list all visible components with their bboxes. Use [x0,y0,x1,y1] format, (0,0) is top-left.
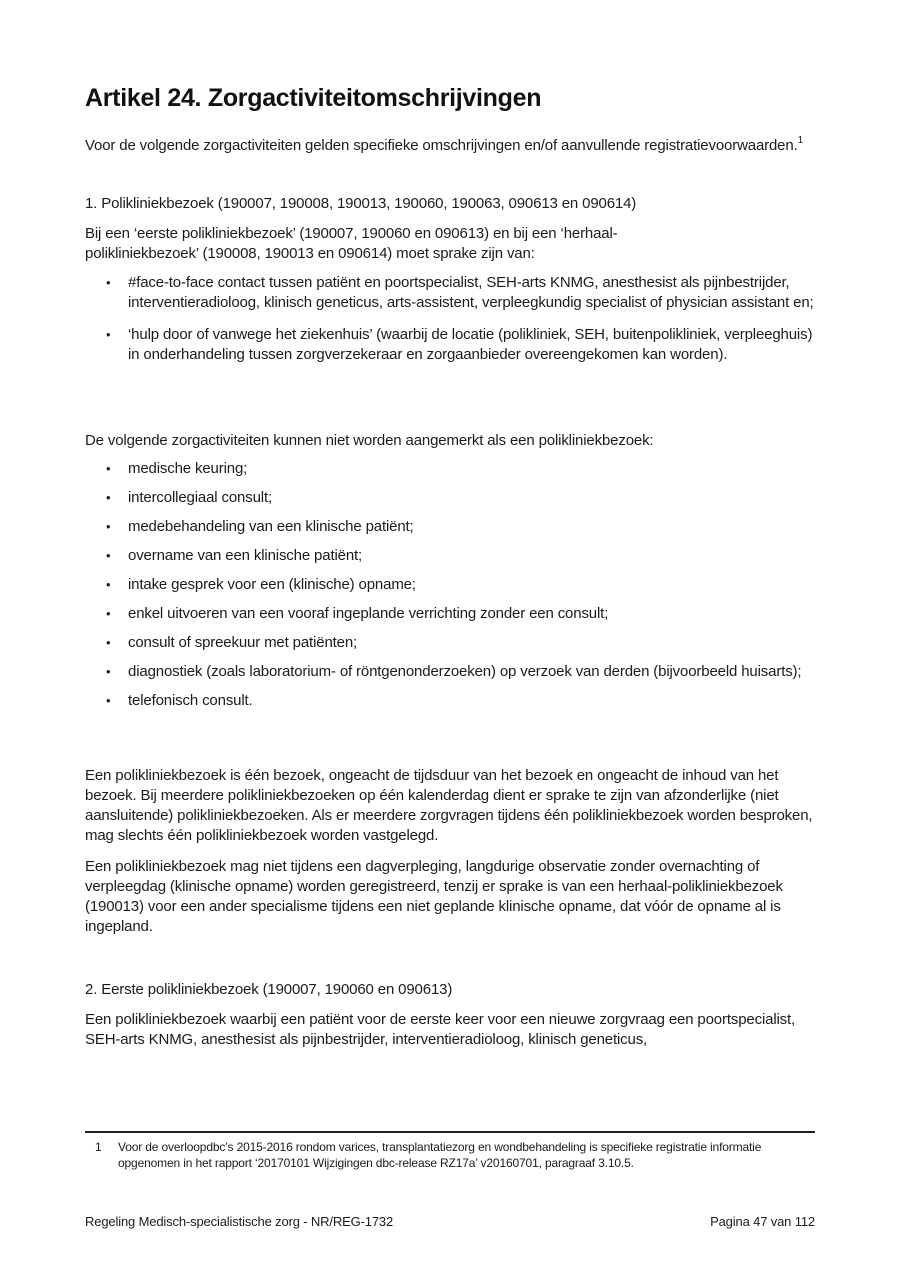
intro-text: Voor de volgende zorgactiviteiten gelden specifieke omschrijvingen en/of aanvullende registratievoorwaarden. [85,137,798,154]
list-item [85,662,815,682]
paragraph: Een polikliniekbezoek is één bezoek, ongeacht de tijdsduur van het bezoek en ongeacht de inhoud van het bezoek. Bij meerdere polikliniekbezoeken op één kalenderdag dient er sprake te zijn van afzonderlijke (niet aansluitende) polikliniekbezoeken. Als er meerdere zorgvragen tijdens één polikliniekbezoek worden besproken, mag slechts één polikliniekbezoek worden vastgelegd. [85,767,813,844]
section-2-heading: 2. Eerste polikliniekbezoek (190007, 190060 en 090613) [85,981,453,998]
list-item-text: intake gesprek voor een (klinische) opname; [128,576,416,593]
footnote-marker: 1 [95,1140,102,1154]
bullet-text: ‘hulp door of vanwege het ziekenhuis’ (waarbij de locatie (polikliniek, SEH, buitenpolikliniek, verpleeghuis) in onderhandeling tussen zorgverzekeraar en zorgaanbieder overeengekomen kan worden). [128,326,813,363]
bullet-item [85,325,815,365]
intro-paragraph [85,136,815,156]
paragraph: Een polikliniekbezoek mag niet tijdens een dagverpleging, langdurige observatie zonder overnachting of verpleegdag (klinische opname) worden geregistreerd, tenzij er sprake is van een herhaal-polikliniekbezoek (190013) voor een ander specialisme tijdens een niet geplande klinische opname, dat vóór de opname al is ingepland. [85,858,783,935]
bullet-icon: • [106,461,111,476]
bullet-icon: • [106,548,111,563]
section-1-heading: 1. Polikliniekbezoek (190007, 190008, 190013, 190060, 190063, 090613 en 090614) [85,195,637,212]
bullet-icon: • [106,327,111,342]
list-item [85,604,815,624]
bullet-icon: • [106,519,111,534]
page-footer [85,1213,815,1230]
list-item-text: telefonisch consult. [128,692,253,709]
footnote [85,1139,815,1171]
bullet-icon: • [106,490,111,505]
section-1-bullet-list [85,273,815,365]
list-item-text: enkel uitvoeren van een vooraf ingeplande verrichting zonder een consult; [128,605,609,622]
bullet-text: #face-to-face contact tussen patiënt en poortspecialist, SEH-arts KNMG, anesthesist als pijnbestrijder, interventieradioloog, klinisch geneticus, arts-assistent, verpleegkundig specialist of physician assistant en; [128,274,814,311]
document-content [85,84,815,1050]
spacer [85,720,815,766]
list-item-text: consult of spreekuur met patiënten; [128,634,358,651]
list-item [85,575,815,595]
list-item [85,633,815,653]
exclusions-lead: De volgende zorgactiviteiten kunnen niet worden aangemerkt als een polikliniekbezoek: [85,432,654,449]
spacer [85,377,815,431]
list-item [85,691,815,711]
bullet-icon: • [106,664,111,679]
spacer [85,948,815,980]
bullet-icon: • [106,693,111,708]
exclusions-list [85,459,815,711]
list-item-text: overname van een klinische patiënt; [128,547,363,564]
section-2-lead: Een polikliniekbezoek waarbij een patiënt voor de eerste keer voor een nieuwe zorgvraag een poortspecialist, SEH-arts KNMG, anesthesist als pijnbestrijder, interventieradioloog, klinisch geneticus, [85,1011,796,1048]
list-item [85,488,815,508]
footnote-text: Voor de overloopdbc’s 2015-2016 rondom varices, transplantatiezorg en wondbehandeling is specifieke registratie informatie opgenomen in het rapport ‘20170101 Wijzigingen dbc-release RZ17a’ v20160701, paragraaf 3.10.5. [118,1140,762,1170]
document-reference: Regeling Medisch-specialistische zorg - NR/REG-1732 [85,1214,394,1229]
article-title: Artikel 24. Zorgactiviteitomschrijvingen [85,84,542,112]
list-item-text: medische keuring; [128,460,248,477]
bullet-item [85,273,815,313]
bullet-icon: • [106,275,111,290]
list-item [85,546,815,566]
footnote-area [85,1131,815,1171]
bullet-icon: • [106,635,111,650]
page-number: Pagina 47 van 112 [710,1214,815,1229]
footnote-divider [85,1131,815,1133]
list-item-text: intercollegiaal consult; [128,489,272,506]
list-item-text: medebehandeling van een klinische patiënt; [128,518,414,535]
footnote-ref: 1 [797,135,804,146]
list-item-text: diagnostiek (zoals laboratorium- of röntgenonderzoeken) op verzoek van derden (bijvoorbeeld huisarts); [128,663,802,680]
bullet-icon: • [106,577,111,592]
list-item [85,517,815,537]
list-item [85,459,815,479]
section-1-lead: Bij een ‘eerste polikliniekbezoek’ (190007, 190060 en 090613) en bij een ‘herhaal-polikliniekbezoek’ (190008, 190013 en 090614) moet sprake zijn van: [85,225,618,262]
bullet-icon: • [106,606,111,621]
